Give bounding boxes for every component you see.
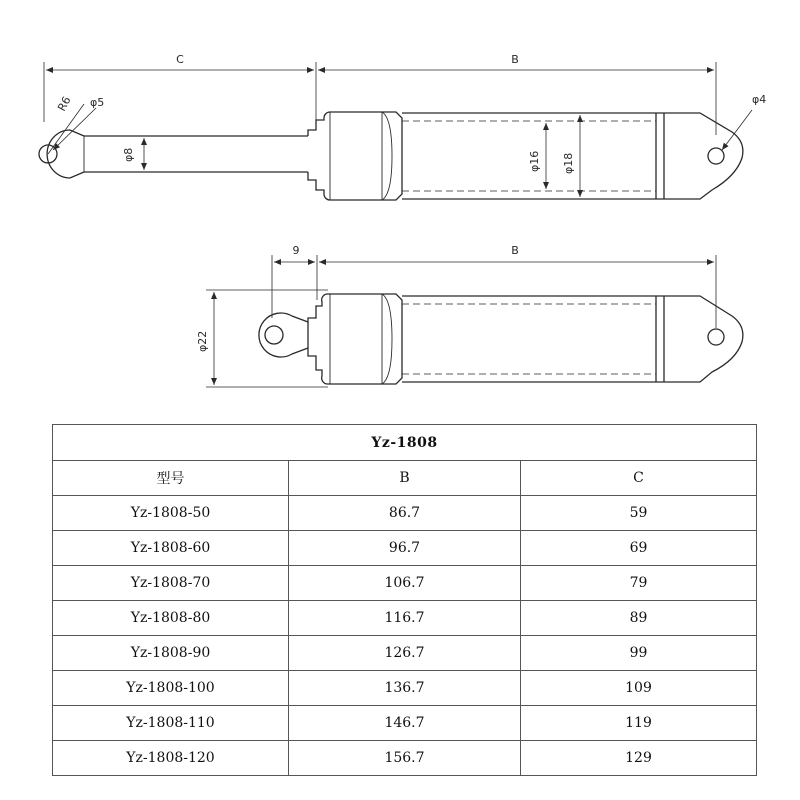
- cell-c: 89: [521, 601, 757, 636]
- cell-c: 69: [521, 531, 757, 566]
- table-row: [53, 531, 757, 566]
- rod-diameter-label: φ8: [122, 147, 135, 162]
- header-model: 型号: [53, 461, 289, 496]
- table-row: [53, 496, 757, 531]
- end-fitting: [664, 113, 743, 199]
- table-row: [53, 636, 757, 671]
- cell-model: Yz-1808-120: [53, 741, 289, 776]
- cell-b: 96.7: [289, 531, 521, 566]
- tube-end-lines: [656, 113, 664, 199]
- cell-model: Yz-1808-90: [53, 636, 289, 671]
- top-view: [39, 53, 766, 200]
- header-b: B: [289, 461, 521, 496]
- tube2-end-lines: [656, 296, 664, 382]
- table-row: [53, 566, 757, 601]
- cell-b: 86.7: [289, 496, 521, 531]
- cell-b: 116.7: [289, 601, 521, 636]
- cell-c: 109: [521, 671, 757, 706]
- eye-hole-label: φ5: [90, 96, 105, 109]
- cell-b: 146.7: [289, 706, 521, 741]
- dimension-b-label: B: [511, 53, 519, 66]
- collar-curve: [382, 112, 392, 200]
- seal-collar-2: [308, 294, 402, 384]
- cell-model: Yz-1808-60: [53, 531, 289, 566]
- end-fitting-hole: [708, 148, 724, 164]
- cell-b: 136.7: [289, 671, 521, 706]
- rod-eye-hole-2: [265, 326, 283, 344]
- end-fitting-2: [664, 296, 743, 382]
- bottom-view: [196, 244, 743, 387]
- cell-c: 79: [521, 566, 757, 601]
- dimension-c-label: C: [176, 53, 184, 66]
- end-fitting-hole-2: [708, 329, 724, 345]
- end-hole-leader: [722, 110, 752, 150]
- cell-b: 106.7: [289, 566, 521, 601]
- cell-b: 156.7: [289, 741, 521, 776]
- radius-label: R6: [55, 94, 74, 114]
- cell-c: 119: [521, 706, 757, 741]
- dimension-9-label: 9: [292, 244, 300, 257]
- table-row: [53, 741, 757, 776]
- table-row: [53, 706, 757, 741]
- table-row: [53, 601, 757, 636]
- cell-c: 59: [521, 496, 757, 531]
- cell-model: Yz-1808-110: [53, 706, 289, 741]
- table-title: Yz-1808: [53, 425, 757, 461]
- cell-model: Yz-1808-70: [53, 566, 289, 601]
- body-diameter-label: φ22: [196, 330, 209, 352]
- table-row: [53, 671, 757, 706]
- hole-leader: [53, 108, 96, 150]
- cell-c: 99: [521, 636, 757, 671]
- cell-model: Yz-1808-80: [53, 601, 289, 636]
- header-c: C: [521, 461, 757, 496]
- dimension-b2-label: B: [511, 244, 519, 257]
- cell-c: 129: [521, 741, 757, 776]
- tube-outer-label: φ18: [562, 152, 575, 174]
- seal-collar: [308, 112, 402, 200]
- cell-model: Yz-1808-50: [53, 496, 289, 531]
- table-body: [53, 496, 757, 776]
- cell-model: Yz-1808-100: [53, 671, 289, 706]
- tube-inner-label: φ16: [528, 150, 541, 172]
- cell-b: 126.7: [289, 636, 521, 671]
- spec-table: [52, 424, 757, 776]
- collar2-curve: [382, 294, 392, 384]
- end-hole-label: φ4: [752, 93, 767, 106]
